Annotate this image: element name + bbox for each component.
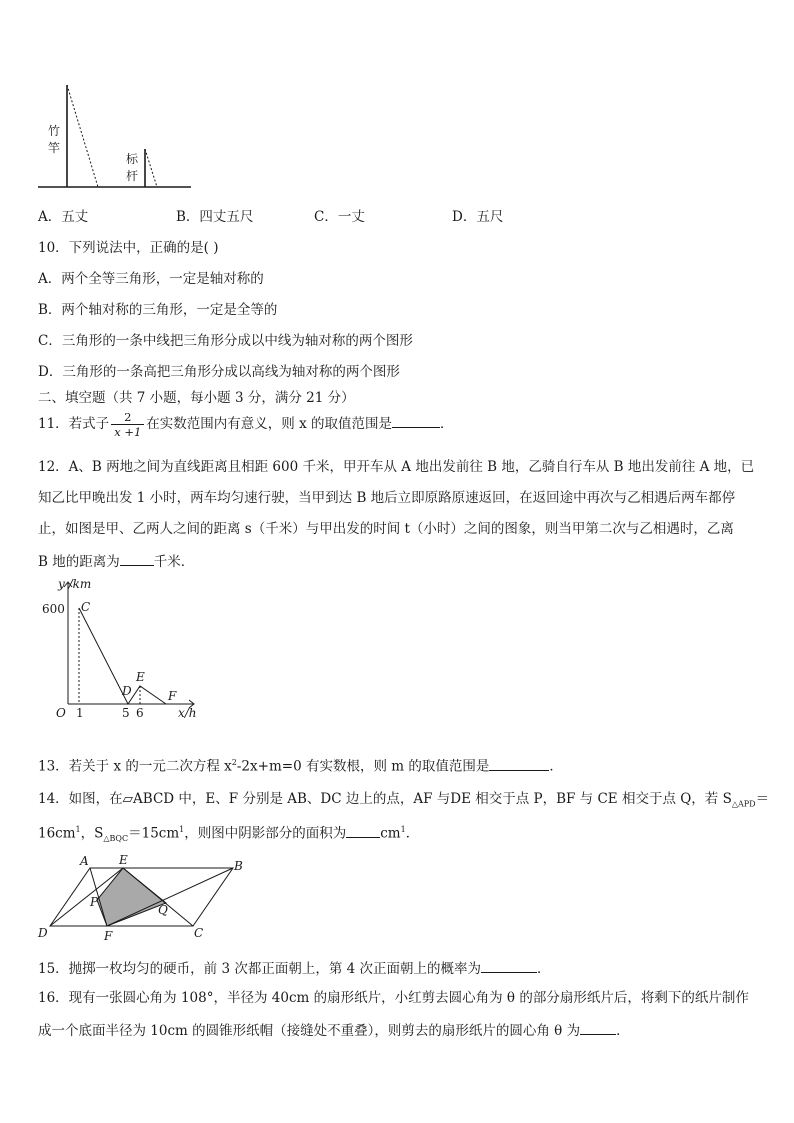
- q10-option-b: B．两个轴对称的三角形，一定是全等的: [38, 302, 278, 318]
- x-axis-label: x/h: [178, 706, 197, 720]
- vertex-a-label: A: [80, 854, 89, 868]
- section-header: 二、填空题（共 7 小题，每小题 3 分，满分 21 分）: [38, 390, 355, 406]
- q14-sup-2: 1: [179, 825, 185, 834]
- parallelogram-figure: [36, 848, 256, 948]
- q12-line-2: 知乙比甲晚出发 1 小时，两车均匀速行驶，当甲到达 B 地后立即原路原速返回，在返回途中再次与乙相遇后两车都停: [38, 490, 736, 506]
- q11-answer-blank[interactable]: [392, 413, 440, 428]
- q12-line-1: 12．A、B 两地之间为直线距离且相距 600 千米，甲开车从 A 地出发前往 B 地，乙骑自行车从 B 地出发前往 A 地，已: [38, 459, 755, 475]
- q11-numerator: 2: [124, 410, 132, 424]
- q14-sup-3: 1: [400, 825, 406, 834]
- x-tick-6: 6: [136, 706, 144, 720]
- q9-option-b: B．四丈五尺: [176, 209, 254, 225]
- y-tick-600: 600: [42, 602, 65, 616]
- q13: [38, 754, 563, 776]
- q14-line-1-post: ＝: [755, 791, 770, 807]
- label-biaogan-1: 标: [126, 152, 139, 166]
- q12-line-3: 止，如图是甲、乙两人之间的距离 s（千米）与甲出发的时间 t（小时）之间的图象，则当甲第二次与乙相遇时，乙离: [38, 521, 734, 537]
- q15-text: 15．抛掷一枚均匀的硬币，前 3 次都正面朝上，第 4 次正面朝上的概率为: [38, 961, 482, 977]
- x-tick-1: 1: [76, 706, 84, 720]
- q10-option-d: D．三角形的一条高把三角形分成以高线为轴对称的两个图形: [38, 364, 400, 380]
- distance-time-graph: [36, 576, 216, 721]
- point-f-label: F: [168, 689, 177, 703]
- point-p-label: P: [90, 895, 99, 909]
- q10-stem: 10．下列说法中，正确的是( ): [38, 240, 219, 256]
- q12-line-4-pre: B 地的距离为: [38, 554, 120, 570]
- q13-sup: 2: [231, 758, 237, 767]
- q14-area-2: ＝15cm: [128, 825, 180, 842]
- shaded-quadrilateral: [97, 868, 166, 926]
- point-e-label: E: [136, 670, 145, 684]
- q9-option-d: D．五尺: [452, 209, 504, 225]
- q10-option-c: C．三角形的一条中线把三角形分成以中线为轴对称的两个图形: [38, 333, 413, 349]
- q12-line-4: [38, 551, 194, 571]
- point-q-label: Q: [158, 903, 168, 917]
- q16-line-1: 16．现有一张圆心角为 108°，半径为 40cm 的扇形纸片，小红剪去圆心角为 θ 的部分扇形纸片后，将剩下的纸片制作: [38, 990, 749, 1006]
- q13-answer-blank[interactable]: [489, 756, 549, 771]
- q14-unit: cm: [380, 825, 401, 842]
- q10-option-a: A．两个全等三角形，一定是轴对称的: [38, 271, 264, 287]
- q12-line-4-post: 千米．: [153, 554, 195, 570]
- x-tick-5: 5: [122, 706, 130, 720]
- label-zhugan-2: 竿: [48, 141, 61, 155]
- q14-answer-blank[interactable]: [346, 823, 380, 838]
- q9-option-a: A．五丈: [38, 209, 89, 225]
- q15-end: ．: [537, 961, 551, 977]
- q14-area-1: 16cm: [38, 825, 76, 842]
- y-axis-label: y /km: [58, 577, 92, 591]
- point-d-label: D: [122, 684, 132, 698]
- point-c-label: C: [81, 600, 91, 614]
- q15-answer-blank[interactable]: [481, 958, 537, 973]
- q14-line-1: [38, 790, 769, 814]
- q11-post: 在实数范围内有意义，则 x 的取值范围是: [146, 416, 392, 432]
- bamboo-pole-figure: [36, 80, 196, 190]
- q14-line-2: [38, 821, 419, 848]
- q11-end: ．: [439, 416, 454, 432]
- label-zhugan-1: 竹: [48, 124, 61, 138]
- vertex-d-label: D: [38, 926, 48, 940]
- q11-fraction: [111, 410, 144, 439]
- q13-end: ．: [549, 758, 563, 775]
- q14-sup-1: 1: [75, 825, 81, 834]
- label-biaogan-2: 杆: [126, 169, 139, 183]
- q14-end: ．: [405, 825, 420, 842]
- vertex-e-label: E: [119, 853, 128, 867]
- vertex-b-label: B: [234, 859, 243, 873]
- q11-pre: 11．若式子: [38, 416, 110, 432]
- q16-line-2: [38, 1020, 630, 1040]
- q13-pre: 13．若关于 x 的一元二次方程 x: [38, 758, 232, 775]
- q14-line-1-pre: 14．如图，在▱ABCD 中，E、F 分别是 AB、DC 边上的点，AF 与DE 相交于点 P，BF 与 CE 相交于点 Q，若 S: [38, 791, 732, 807]
- vertex-f-label: F: [104, 929, 113, 943]
- q16-end: ．: [616, 1023, 630, 1039]
- q14-line-1-sub: △APD: [731, 799, 756, 809]
- q9-option-c: C．一丈: [314, 209, 365, 225]
- q16-line-2-text: 成一个底面半径为 10cm 的圆锥形纸帽（接缝处不重叠），则剪去的扇形纸片的圆心角 θ 为: [38, 1023, 581, 1039]
- q11: [38, 410, 453, 439]
- q14-question: ，则图中阴影部分的面积为: [184, 825, 347, 842]
- q15: [38, 958, 551, 978]
- q12-answer-blank[interactable]: [120, 551, 154, 566]
- q13-post: -2x+m=0 有实数根，则 m 的取值范围是: [236, 758, 490, 775]
- q14-s-label: ，S: [80, 825, 104, 842]
- vertex-c-label: C: [194, 926, 204, 940]
- q16-answer-blank[interactable]: [580, 1020, 616, 1035]
- q14-sub-bqc: △BQC: [103, 834, 129, 844]
- q11-denominator: x +1: [111, 424, 144, 439]
- origin-label: O: [56, 706, 66, 720]
